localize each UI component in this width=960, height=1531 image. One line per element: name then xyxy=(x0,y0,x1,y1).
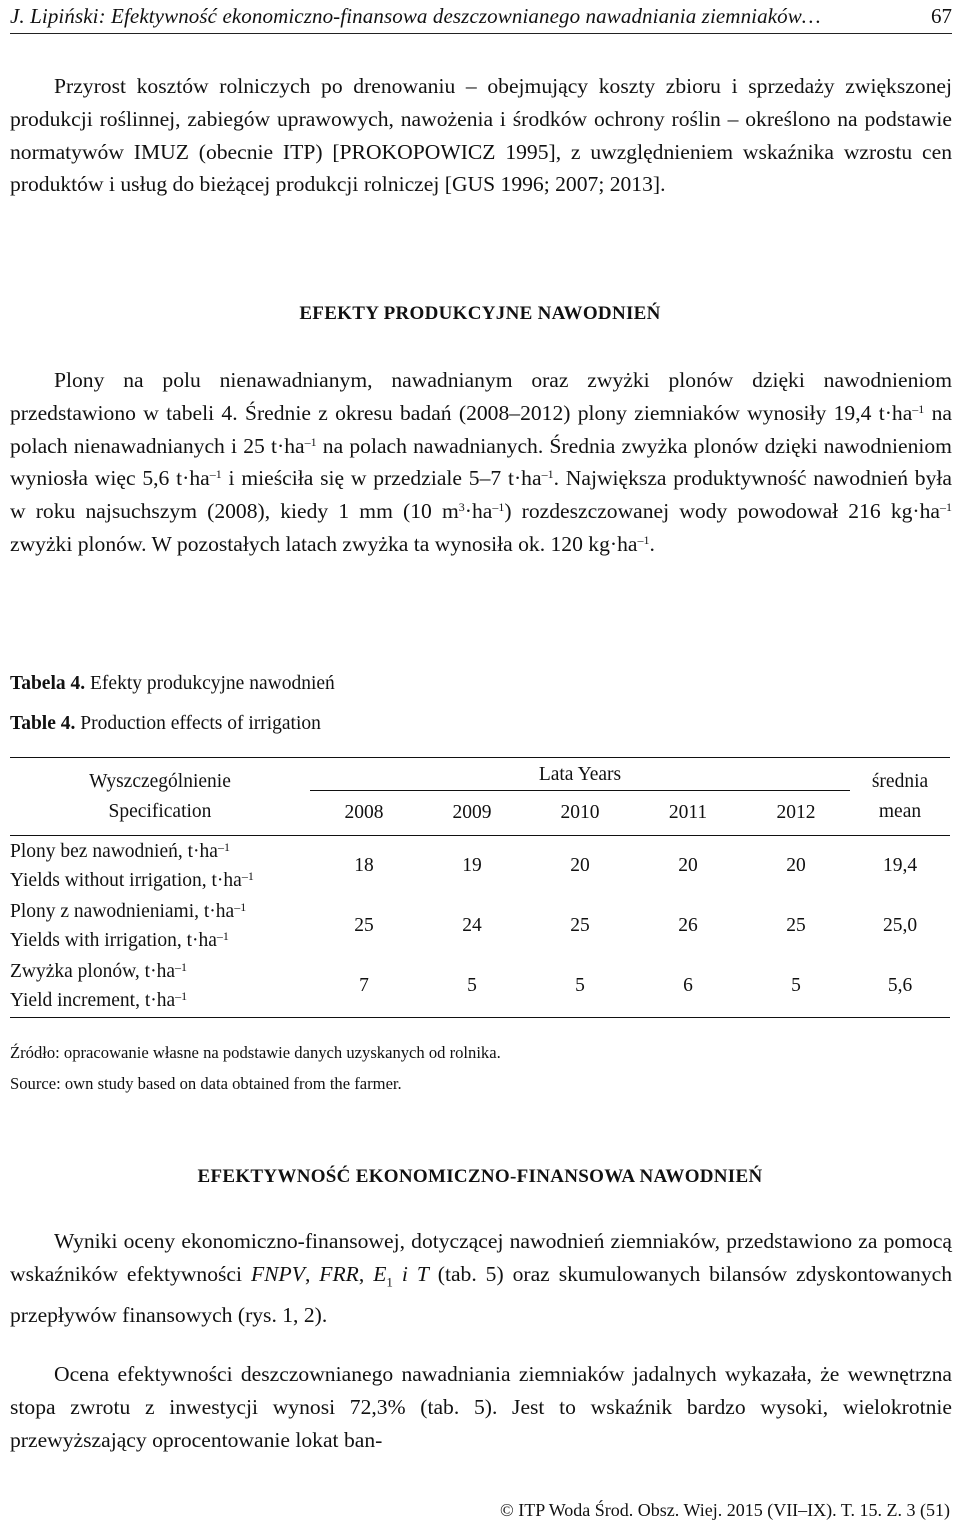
year-header: 2011 xyxy=(634,791,742,836)
table-cell: 5 xyxy=(467,975,477,997)
table-cell: 19 xyxy=(462,854,482,876)
table-cell: 5 xyxy=(575,975,585,997)
table-cell: 26 xyxy=(678,914,698,936)
row-label: Plony bez nawodnień, $t\cdot ha^{-1}$ Yields without irrigation, $t\cdot ha^{-1}$ xyxy=(10,839,254,891)
year-header: 2010 xyxy=(526,791,634,836)
table-cell: 25 xyxy=(786,914,806,936)
year-header: 2008 xyxy=(310,791,418,836)
table-cell: 25 xyxy=(354,914,374,936)
table-cell: 5,6 xyxy=(887,975,913,997)
years-header: Lata Years xyxy=(310,758,850,791)
production-effects-table xyxy=(10,757,950,1018)
mean-header: średnia mean xyxy=(850,758,950,836)
table-cell: 18 xyxy=(354,854,374,876)
table-cell: 20 xyxy=(786,854,806,876)
page-footer: © ITP Woda Środ. Obsz. Wiej. 2015 (VII–IX). T. 15. Z. 3 (51) xyxy=(500,1500,950,1520)
year-header: 2012 xyxy=(742,791,850,836)
table-cell: 25,0 xyxy=(882,914,918,936)
section-heading-economic-efficiency: EFEKTYWNOŚĆ EKONOMICZNO-FINANSOWA NAWODNIEŃ xyxy=(197,1166,763,1187)
table-row xyxy=(10,896,950,956)
spec-header: Wyszczególnienie Specification xyxy=(10,758,310,836)
table-row xyxy=(10,836,950,896)
paragraph-yields: Plony na polu nienawadnianym, nawadnianym oraz zwyżki plonów dzięki nawodnieniom przedstawiono w tabeli 4. Średnie z okresu badań (2008–2012) plony ziemniaków wynosiły 19,4 $t\cdot ha^{-1}$ na polach nienawadnianych i 25 $t\cdot ha^{-1}$ na polach nawadnianych. Średnia zwyżka plonów dzięki nawodnieniom wyniosła więc 5,6 $t\cdot ha^{-1}$ i mieściła się w przedziale 5–7 $t\cdot ha^{-1}$. Największa produktywność nawodnień była w roku najsuchszym (2008), kiedy 1 mm (10 $m^3\cdot ha^{-1}$) rozdeszczowanej wody powodował 216 $kg\cdot ha^{-1}$ zwyżki plonów. W pozostałych latach zwyżka ta wynosiła ok. 120 $kg\cdot ha^{-1}$. xyxy=(10,368,952,556)
table-caption-en: Table 4. Production effects of irrigation xyxy=(10,713,321,734)
table-cell: 20 xyxy=(570,854,590,876)
table-cell: 25 xyxy=(570,914,590,936)
table-cell: 19,4 xyxy=(882,854,918,876)
table-cell: 5 xyxy=(791,975,801,997)
table-caption-pl: Tabela 4. Efekty produkcyjne nawodnień xyxy=(10,673,335,694)
table-cell: 6 xyxy=(683,975,693,997)
row-label: Zwyżka plonów, $t\cdot ha^{-1}$ Yield increment, $t\cdot ha^{-1}$ xyxy=(10,960,188,1012)
paragraph-costs: Przyrost kosztów rolniczych po drenowaniu – obejmujący koszty zbioru i sprzedaży zwiększonej produkcji roślinnej, zabiegów uprawowych, nawożenia i środków ochrony roślin – określono na podstawie normatywów IMUZ (obecnie ITP) [PROKOPOWICZ 1995], z uwzględnieniem wskaźnika wzrostu cen produktów i usług do bieżącej produkcji rolniczej [GUS 1996; 2007; 2013]. xyxy=(10,74,952,197)
running-header xyxy=(10,4,952,34)
table-source-pl: Źródło: opracowanie własne na podstawie danych uzyskanych od rolnika. xyxy=(10,1043,501,1062)
paragraph-indicators: Wyniki oceny ekonomiczno-finansowej, dotyczącej nawodnień ziemniaków, przedstawiono za pomocą wskaźników efektywności FNPV, FRR, $E_1$ i T (tab. 5) oraz skumulowanych bilansów zdyskontowanych przepływów finansowych (rys. 1, 2). xyxy=(10,1229,953,1327)
table-source-en: Source: own study based on data obtained from the farmer. xyxy=(10,1074,402,1093)
section-heading-production-effects: EFEKTY PRODUKCYJNE NAWODNIEŃ xyxy=(299,303,661,324)
table-row xyxy=(10,956,950,1018)
row-label: Plony z nawodnieniami, $t\cdot ha^{-1}$ Yields with irrigation, $t\cdot ha^{-1}$ xyxy=(10,899,247,951)
paragraph-irr: Ocena efektywności deszczownianego nawadniania ziemniaków jadalnych wykazała, że wewnętrzna stopa zwrotu z inwestycji wynosi 72,3% (tab. 5). Jest to wskaźnik bardzo wysoki, wielokrotnie przewyższający oprocentowanie lokat ban- xyxy=(10,1362,952,1452)
running-title: J. Lipiński: Efektywność ekonomiczno-finansowa deszczownianego nawadniania ziemniaków… xyxy=(10,4,821,28)
table-cell: 24 xyxy=(462,914,482,936)
page-number: 67 xyxy=(931,4,952,28)
year-header: 2009 xyxy=(418,791,526,836)
table-cell: 7 xyxy=(359,975,369,997)
table-cell: 20 xyxy=(678,854,698,876)
